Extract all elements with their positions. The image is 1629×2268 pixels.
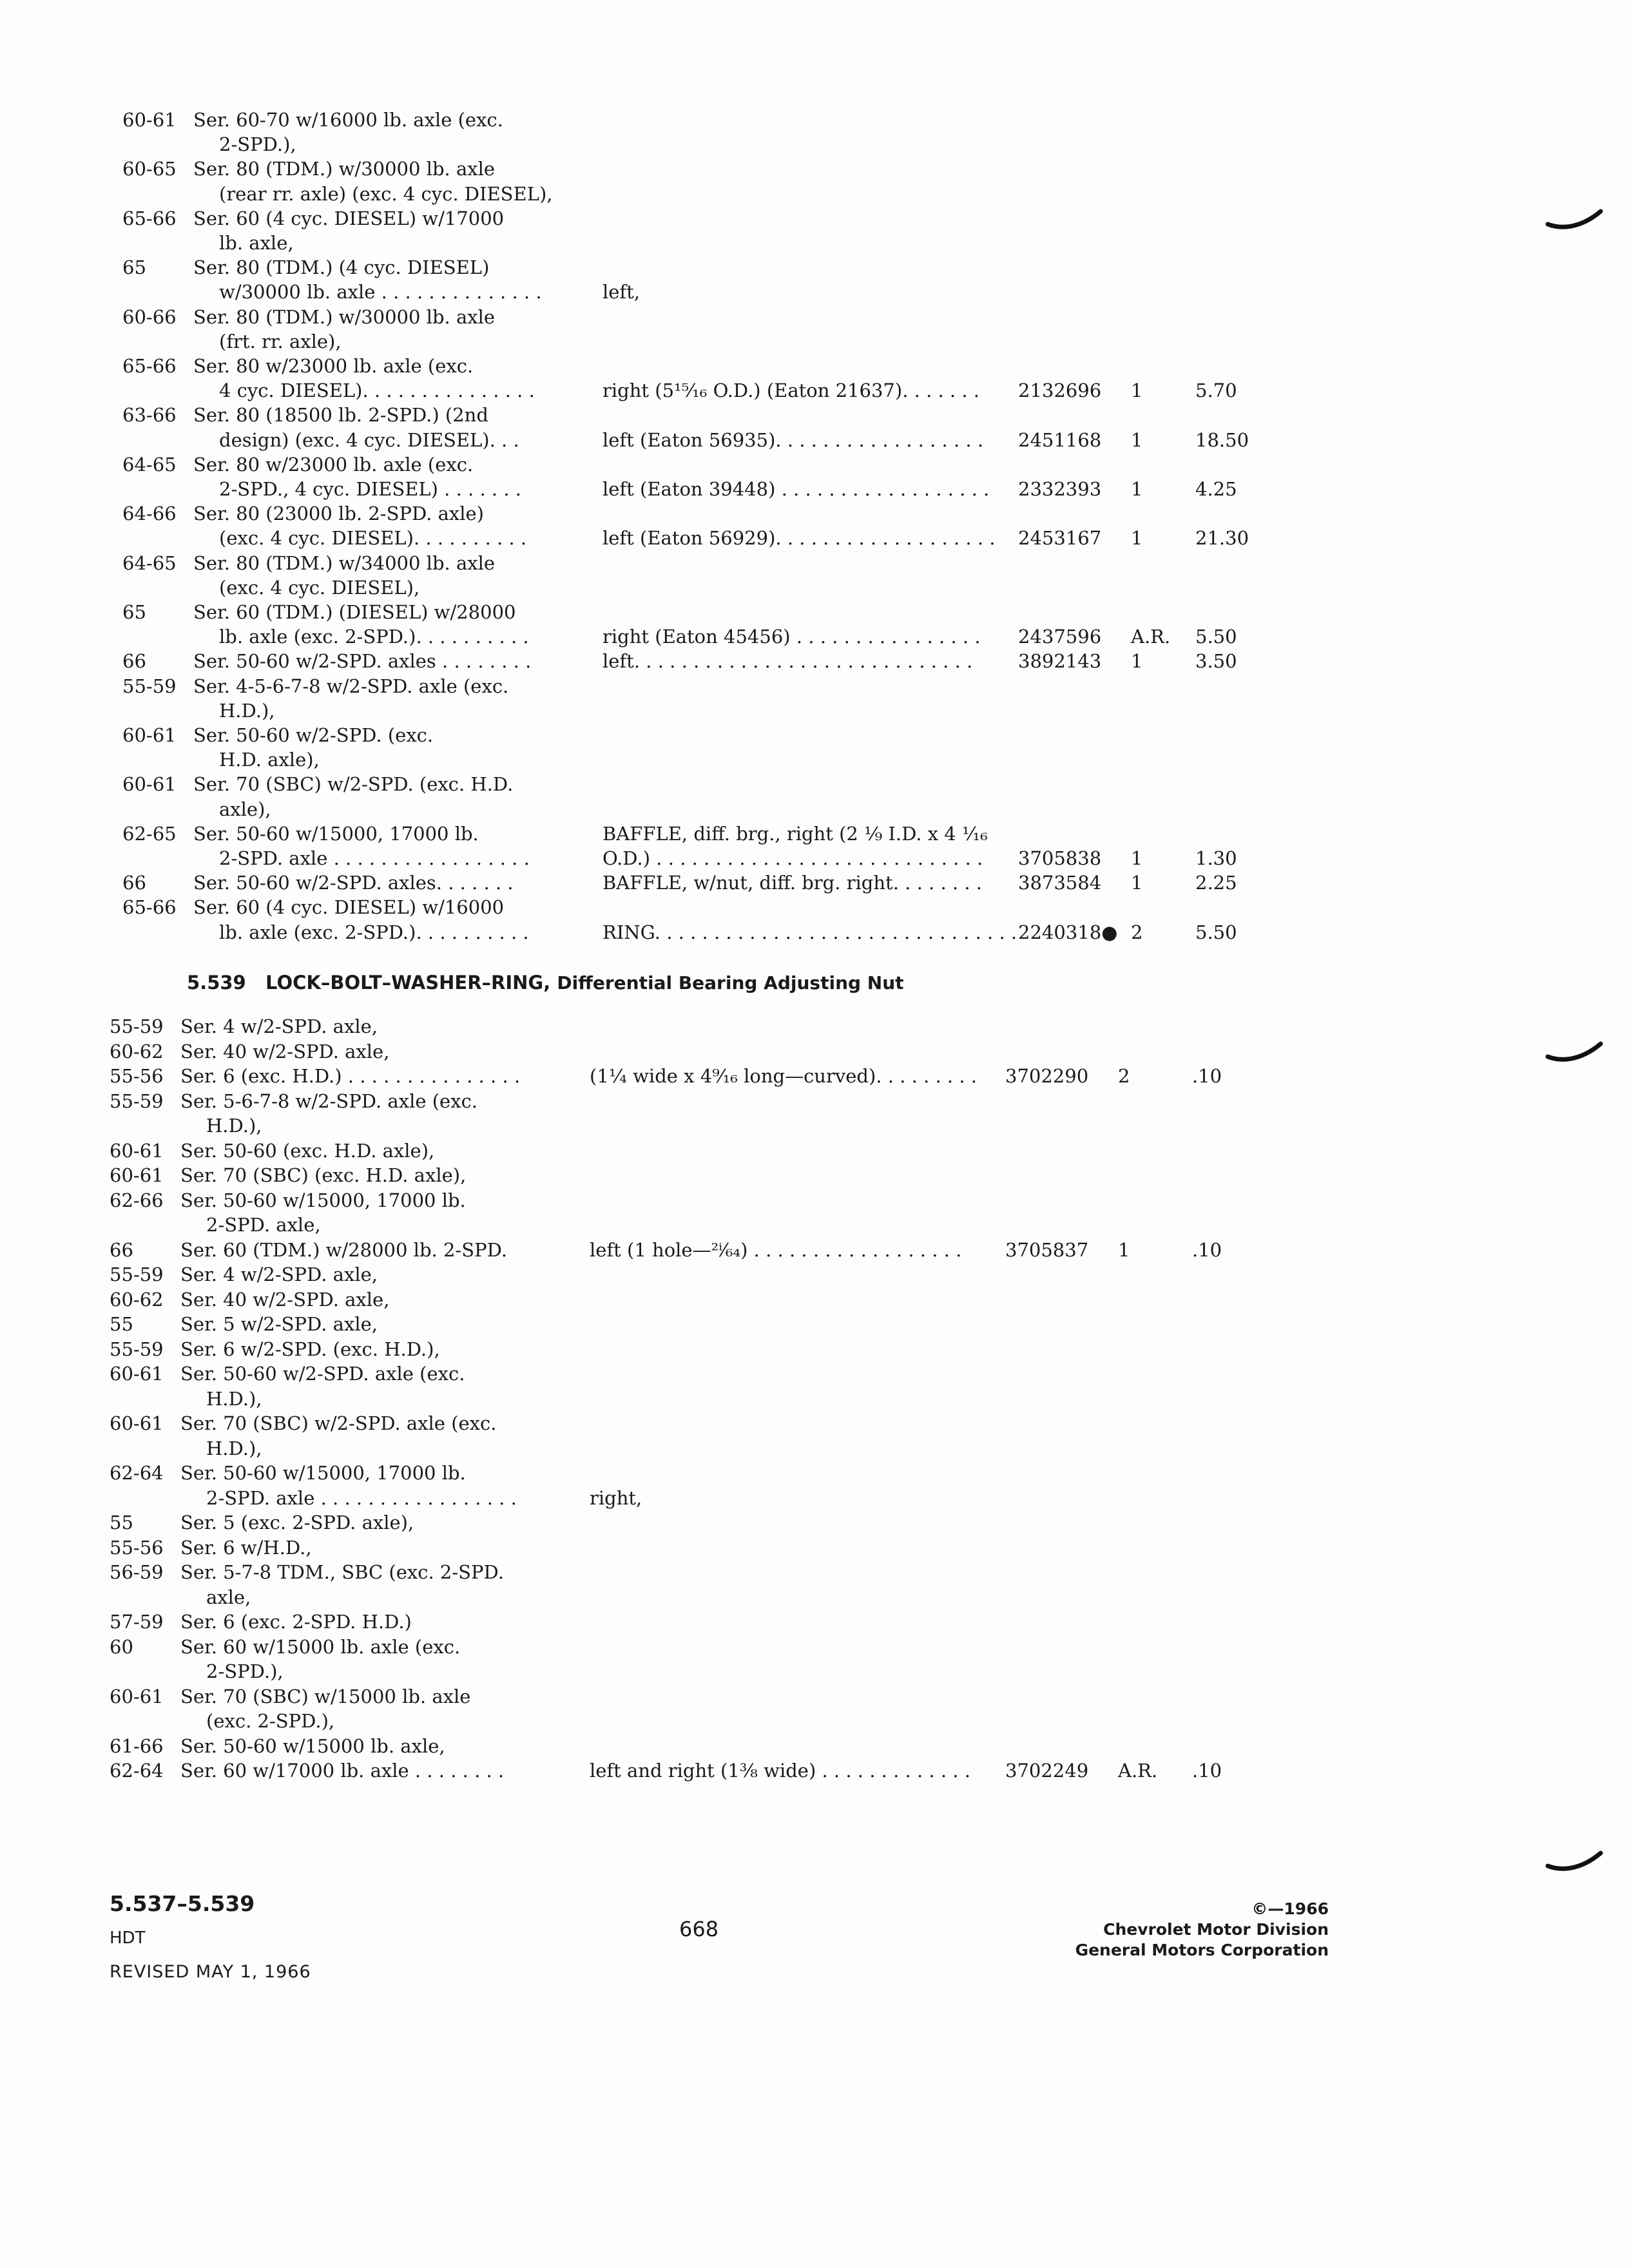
quantity: 1: [1131, 650, 1143, 673]
application-description: axle),: [219, 798, 271, 820]
part-description: left,: [602, 281, 641, 303]
application-description: H.D.),: [206, 1437, 262, 1459]
table-row: [122, 379, 1590, 405]
part-description: BAFFLE, diff. brg., right (2 ⅑ I.D. x 4 ¹⁄₁₆: [602, 822, 988, 845]
application-description: 2-SPD. axle . . . . . . . . . . . . . . . . .: [206, 1486, 517, 1509]
table-row: [122, 675, 1590, 700]
table-row: [110, 1312, 1590, 1338]
table-row: [110, 1164, 1590, 1189]
application-description: H.D. axle),: [219, 749, 320, 771]
table-row: [110, 1040, 1590, 1066]
application-description: w/30000 lb. axle . . . . . . . . . . . . . .: [219, 281, 542, 303]
quantity: 1: [1131, 872, 1143, 894]
table-row: [110, 1586, 1590, 1611]
model-years: 65: [122, 601, 146, 623]
application-description: lb. axle (exc. 2-SPD.). . . . . . . . . .: [219, 626, 529, 648]
table-row: [110, 1238, 1590, 1264]
application-description: Ser. 50-60 w/2-SPD. axle (exc.: [180, 1363, 465, 1385]
table-row: [110, 1338, 1590, 1363]
list-price: 5.70: [1195, 380, 1237, 402]
model-years: 55: [110, 1313, 133, 1335]
table-row: [122, 256, 1590, 282]
application-description: (frt. rr. axle),: [219, 330, 342, 352]
section-heading: [187, 972, 904, 994]
application-description: Ser. 60 w/17000 lb. axle . . . . . . . .: [180, 1760, 505, 1782]
application-description: Ser. 5 w/2-SPD. axle,: [180, 1313, 378, 1335]
table-row: [122, 133, 1590, 159]
binder-hole-mark-icon: [1545, 206, 1603, 232]
table-row: [122, 207, 1590, 233]
application-description: Ser. 4 w/2-SPD. axle,: [180, 1015, 378, 1037]
model-years: 62-66: [110, 1189, 164, 1211]
application-description: Ser. 80 w/23000 lb. axle (exc.: [193, 453, 474, 476]
model-years: 55: [110, 1512, 133, 1533]
application-description: (exc. 4 cyc. DIESEL). . . . . . . . . .: [219, 527, 527, 550]
part-description: left (Eaton 56929). . . . . . . . . . . . . . . . . . .: [602, 527, 996, 550]
table-row: [110, 1288, 1590, 1314]
application-description: axle,: [206, 1586, 251, 1608]
application-description: Ser. 50-60 w/15000, 17000 lb.: [180, 1189, 466, 1211]
table-row: [122, 847, 1590, 872]
model-years: 65: [122, 256, 146, 279]
table-row: [122, 477, 1590, 503]
part-number: 2437596: [1018, 626, 1102, 648]
table-row: [122, 428, 1590, 454]
model-years: 60-61: [110, 1164, 164, 1186]
table-row: [110, 1387, 1590, 1413]
part-description: right,: [590, 1486, 642, 1509]
quantity: 1: [1131, 527, 1143, 550]
model-years: 60: [110, 1635, 133, 1658]
quantity: A.R.: [1118, 1760, 1158, 1782]
list-price: 5.50: [1195, 626, 1237, 648]
table-row: [110, 1709, 1590, 1735]
table-row: [110, 1536, 1590, 1562]
section-subheading: Differential Bearing Adjusting Nut: [557, 972, 904, 994]
model-years: 61-66: [110, 1735, 164, 1757]
model-years: 60-61: [122, 773, 177, 796]
application-description: Ser. 5-7-8 TDM., SBC (exc. 2-SPD.: [180, 1561, 504, 1583]
model-years: 55-56: [110, 1065, 164, 1087]
list-price: 3.50: [1195, 650, 1237, 673]
model-years: 60-61: [110, 1139, 164, 1162]
model-years: 64-65: [122, 453, 177, 476]
application-description: Ser. 80 (TDM.) w/30000 lb. axle: [193, 305, 496, 328]
model-years: 60-61: [110, 1685, 164, 1707]
list-price: .10: [1192, 1238, 1222, 1261]
table-row: [122, 798, 1590, 823]
part-description: RING. . . . . . . . . . . . . . . . . . . . . . . . . . . . . . .: [602, 921, 1017, 943]
application-description: Ser. 70 (SBC) (exc. H.D. axle),: [180, 1164, 467, 1186]
table-row: [110, 1139, 1590, 1165]
model-years: 55-59: [110, 1338, 164, 1360]
list-price: 21.30: [1195, 527, 1249, 550]
table-row: [122, 280, 1590, 306]
application-description: Ser. 80 (TDM.) w/34000 lb. axle: [193, 552, 496, 574]
part-description: right (Eaton 45456) . . . . . . . . . . . . . . . .: [602, 626, 981, 648]
table-row: [122, 526, 1590, 552]
table-row: [122, 724, 1590, 749]
application-description: (rear rr. axle) (exc. 4 cyc. DIESEL),: [219, 182, 553, 205]
part-number: 3705838: [1018, 847, 1102, 869]
part-number: 2453167: [1018, 527, 1102, 550]
application-description: Ser. 6 (exc. 2-SPD. H.D.): [180, 1611, 412, 1633]
part-description: O.D.) . . . . . . . . . . . . . . . . . . . . . . . . . . . .: [602, 847, 983, 869]
application-description: Ser. 40 w/2-SPD. axle,: [180, 1040, 390, 1062]
list-price: 4.25: [1195, 478, 1237, 500]
application-description: Ser. 60 (4 cyc. DIESEL) w/17000: [193, 207, 505, 229]
table-row: [122, 502, 1590, 528]
quantity: 1: [1131, 380, 1143, 402]
table-row: [110, 1362, 1590, 1388]
application-description: Ser. 50-60 w/2-SPD. axles . . . . . . . .: [193, 650, 532, 673]
application-description: Ser. 50-60 (exc. H.D. axle),: [180, 1139, 435, 1162]
quantity: 1: [1118, 1238, 1130, 1261]
model-years: 60-61: [110, 1412, 164, 1434]
revision-date: REVISED MAY 1, 1966: [110, 1962, 311, 1982]
model-years: 60-61: [110, 1363, 164, 1385]
part-number: 2332393: [1018, 478, 1102, 500]
table-row: [110, 1486, 1590, 1512]
table-row: [110, 1685, 1590, 1711]
table-row: [122, 157, 1590, 183]
list-price: 1.30: [1195, 847, 1237, 869]
table-row: [110, 1064, 1590, 1090]
model-years: 60-62: [110, 1040, 164, 1062]
application-description: Ser. 80 (TDM.) w/30000 lb. axle: [193, 158, 496, 180]
model-years: 55-59: [110, 1015, 164, 1037]
table-row: [122, 601, 1590, 626]
model-years: 60-65: [122, 158, 177, 180]
part-description: left (Eaton 39448) . . . . . . . . . . . . . . . . . .: [602, 478, 990, 500]
part-number: 2240318●: [1018, 921, 1118, 943]
table-row: [122, 625, 1590, 651]
application-description: Ser. 50-60 w/2-SPD. (exc.: [193, 724, 434, 746]
model-years: 65-66: [122, 355, 177, 377]
division-name: Chevrolet Motor Division: [1103, 1920, 1329, 1939]
section-range: 5.537–5.539: [110, 1891, 255, 1916]
application-description: (exc. 4 cyc. DIESEL),: [219, 576, 420, 599]
application-description: Ser. 40 w/2-SPD. axle,: [180, 1288, 390, 1311]
table-row: [122, 649, 1590, 675]
model-years: 55-59: [110, 1264, 164, 1285]
model-years: 65-66: [122, 207, 177, 229]
table-row: [110, 1660, 1590, 1686]
copyright: ©—1966: [1251, 1899, 1329, 1918]
part-number: 2451168: [1018, 428, 1102, 451]
model-years: 62-64: [110, 1760, 164, 1782]
application-description: Ser. 60-70 w/16000 lb. axle (exc.: [193, 109, 503, 131]
part-description: left and right (1⅜ wide) . . . . . . . . . . . . .: [590, 1760, 970, 1782]
model-years: 62-64: [110, 1462, 164, 1484]
section-heading-text: LOCK–BOLT–WASHER–RING,: [265, 972, 551, 994]
table-row: [110, 1437, 1590, 1463]
application-description: Ser. 6 w/2-SPD. (exc. H.D.),: [180, 1338, 440, 1360]
table-row: [122, 896, 1590, 921]
table-row: [110, 1263, 1590, 1289]
catalog-code: HDT: [110, 1928, 146, 1948]
section-number: 5.539: [187, 972, 246, 994]
quantity: 1: [1131, 847, 1143, 869]
application-description: 2-SPD.),: [219, 133, 296, 156]
table-row: [110, 1189, 1590, 1215]
table-row: [110, 1610, 1590, 1636]
model-years: 55-56: [110, 1536, 164, 1559]
application-description: 2-SPD. axle . . . . . . . . . . . . . . . . .: [219, 847, 530, 869]
model-years: 57-59: [110, 1611, 164, 1633]
table-row: [122, 305, 1590, 331]
application-description: (exc. 2-SPD.),: [206, 1710, 335, 1732]
application-description: lb. axle (exc. 2-SPD.). . . . . . . . . .: [219, 921, 529, 943]
application-description: Ser. 70 (SBC) w/15000 lb. axle: [180, 1685, 471, 1707]
table-row: [122, 453, 1590, 479]
table-row: [110, 1511, 1590, 1537]
table-row: [122, 354, 1590, 380]
application-description: lb. axle,: [219, 232, 294, 254]
table-row: [110, 1461, 1590, 1487]
table-row: [110, 1412, 1590, 1437]
table-row: [110, 1759, 1590, 1785]
table-row: [122, 822, 1590, 848]
application-description: H.D.),: [206, 1387, 262, 1410]
part-number: 3702249: [1005, 1760, 1089, 1782]
part-description: left. . . . . . . . . . . . . . . . . . . . . . . . . . . . .: [602, 650, 973, 673]
binder-hole-mark-icon: [1545, 1039, 1603, 1064]
application-description: Ser. 60 (4 cyc. DIESEL) w/16000: [193, 896, 505, 919]
model-years: 65-66: [122, 896, 177, 919]
quantity: 2: [1118, 1065, 1130, 1087]
binder-hole-mark-icon: [1545, 1848, 1603, 1874]
application-description: Ser. 6 (exc. H.D.) . . . . . . . . . . . . . . .: [180, 1065, 521, 1087]
model-years: 63-66: [122, 404, 177, 427]
model-years: 60-61: [122, 724, 177, 746]
quantity: 2: [1131, 921, 1143, 943]
model-years: 64-66: [122, 503, 177, 525]
table-row: [122, 552, 1590, 577]
application-description: Ser. 50-60 w/15000 lb. axle,: [180, 1735, 445, 1757]
model-years: 64-65: [122, 552, 177, 574]
application-description: Ser. 5 (exc. 2-SPD. axle),: [180, 1512, 414, 1533]
application-description: Ser. 60 (TDM.) (DIESEL) w/28000: [193, 601, 516, 623]
application-description: Ser. 80 (TDM.) (4 cyc. DIESEL): [193, 256, 490, 279]
table-row: [110, 1561, 1590, 1586]
model-years: 56-59: [110, 1561, 164, 1583]
list-price: 18.50: [1195, 428, 1249, 451]
model-years: 66: [122, 650, 146, 673]
model-years: 55-59: [122, 675, 177, 697]
table-row: [122, 921, 1590, 947]
list-price: 2.25: [1195, 872, 1237, 894]
part-number: 3702290: [1005, 1065, 1089, 1087]
part-description: left (Eaton 56935). . . . . . . . . . . . . . . . . .: [602, 428, 984, 451]
model-years: 66: [110, 1238, 133, 1261]
application-description: Ser. 50-60 w/15000, 17000 lb.: [180, 1462, 466, 1484]
quantity: A.R.: [1131, 626, 1171, 648]
application-description: design) (exc. 4 cyc. DIESEL). . .: [219, 428, 519, 451]
table-row: [122, 699, 1590, 725]
quantity: 1: [1131, 428, 1143, 451]
corporation-name: General Motors Corporation: [1075, 1941, 1329, 1959]
table-row: [122, 773, 1590, 798]
application-description: 2-SPD.),: [206, 1660, 284, 1682]
application-description: H.D.),: [219, 699, 275, 722]
application-description: Ser. 50-60 w/2-SPD. axles. . . . . . .: [193, 872, 514, 894]
model-years: 66: [122, 872, 146, 894]
application-description: Ser. 4-5-6-7-8 w/2-SPD. axle (exc.: [193, 675, 509, 697]
application-description: Ser. 50-60 w/15000, 17000 lb.: [193, 822, 479, 845]
table-row: [122, 330, 1590, 356]
application-description: Ser. 70 (SBC) w/2-SPD. (exc. H.D.: [193, 773, 514, 796]
model-years: 60-62: [110, 1288, 164, 1311]
application-description: 4 cyc. DIESEL). . . . . . . . . . . . . . .: [219, 380, 535, 402]
part-description: (1¼ wide x 4⁹⁄₁₆ long—curved). . . . . . . . .: [590, 1065, 977, 1087]
quantity: 1: [1131, 478, 1143, 500]
model-years: 60-61: [122, 109, 177, 131]
part-number: 3892143: [1018, 650, 1102, 673]
table-row: [122, 231, 1590, 257]
list-price: .10: [1192, 1760, 1222, 1782]
application-description: Ser. 60 (TDM.) w/28000 lb. 2-SPD.: [180, 1238, 508, 1261]
application-description: Ser. 4 w/2-SPD. axle,: [180, 1264, 378, 1285]
page-number: 668: [679, 1917, 719, 1941]
table-row: [122, 182, 1590, 208]
list-price: .10: [1192, 1065, 1222, 1087]
model-years: 55-59: [110, 1090, 164, 1112]
application-description: Ser. 6 w/H.D.,: [180, 1536, 312, 1559]
model-years: 62-65: [122, 822, 177, 845]
application-description: Ser. 80 w/23000 lb. axle (exc.: [193, 355, 474, 377]
table-row: [110, 1635, 1590, 1661]
table-row: [110, 1015, 1590, 1041]
part-description: left (1 hole—²ⁱ⁄₆₄) . . . . . . . . . . . . . . . . . .: [590, 1238, 962, 1261]
part-description: right (5¹⁵⁄₁₆ O.D.) (Eaton 21637). . . . . . .: [602, 380, 980, 402]
table-row: [110, 1735, 1590, 1760]
table-row: [110, 1114, 1590, 1140]
table-row: [122, 576, 1590, 602]
part-number: 2132696: [1018, 380, 1102, 402]
list-price: 5.50: [1195, 921, 1237, 943]
application-description: 2-SPD., 4 cyc. DIESEL) . . . . . . .: [219, 478, 522, 500]
table-row: [122, 871, 1590, 897]
part-number: 3705837: [1005, 1238, 1089, 1261]
application-description: H.D.),: [206, 1115, 262, 1137]
part-description: BAFFLE, w/nut, diff. brg. right. . . . . . . .: [602, 872, 982, 894]
application-description: Ser. 60 w/15000 lb. axle (exc.: [180, 1635, 461, 1658]
application-description: Ser. 70 (SBC) w/2-SPD. axle (exc.: [180, 1412, 497, 1434]
application-description: Ser. 5-6-7-8 w/2-SPD. axle (exc.: [180, 1090, 478, 1112]
table-row: [122, 403, 1590, 429]
table-row: [122, 108, 1590, 134]
application-description: Ser. 80 (18500 lb. 2-SPD.) (2nd: [193, 404, 488, 427]
part-number: 3873584: [1018, 872, 1102, 894]
table-row: [110, 1090, 1590, 1115]
application-description: Ser. 80 (23000 lb. 2-SPD. axle): [193, 503, 485, 525]
application-description: 2-SPD. axle,: [206, 1214, 321, 1236]
table-row: [110, 1213, 1590, 1239]
table-row: [122, 748, 1590, 774]
model-years: 60-66: [122, 305, 177, 328]
